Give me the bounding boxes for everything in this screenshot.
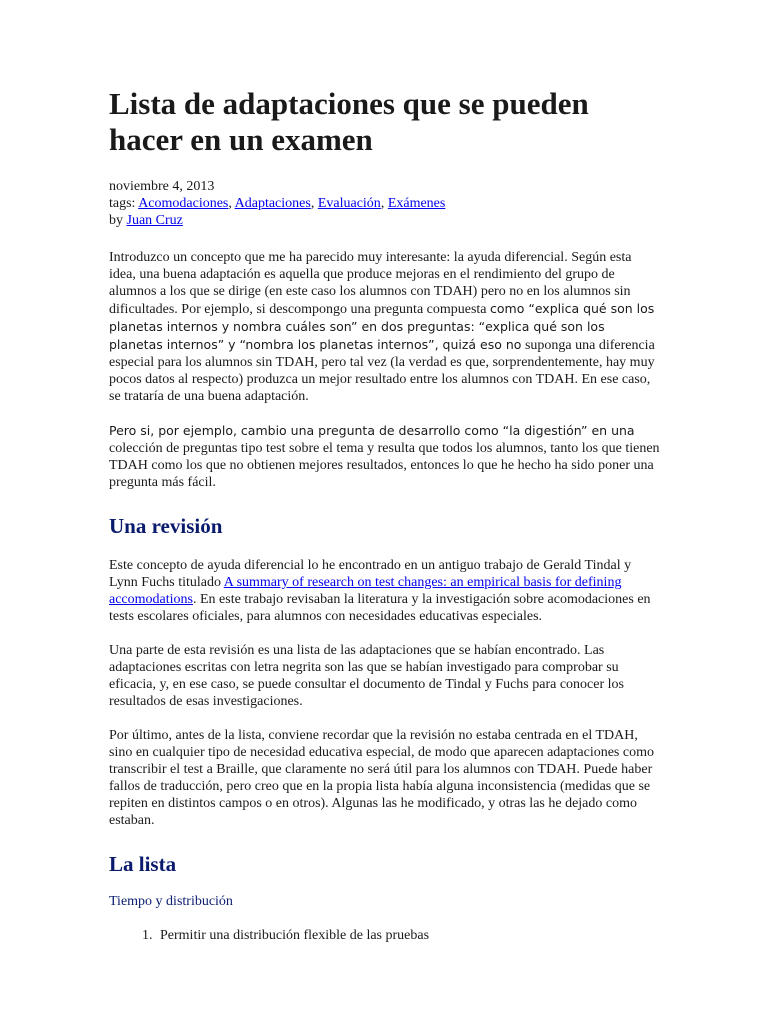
article-date: noviembre 4, 2013 bbox=[109, 179, 215, 194]
intro-text-1a: Introduzco un concepto que me ha parecido muy interesante: la ayuda diferencial. Según esta idea, una buena adaptación es aquella que produce mejoras en el rendimiento del grupo de alumnos a los que se dirige (en este caso los alumnos con TDAH) pero no en los alumnos sin dificultades. Por ejemplo, si descompongo una pregunta compuesta bbox=[109, 250, 632, 317]
adaptations-list bbox=[109, 927, 660, 944]
revision-text-1b: . En este trabajo revisaban la literatura y la investigación sobre acomodaciones en tests escolares oficiales, para alumnos con necesidades educativas especiales. bbox=[109, 592, 651, 624]
list-item: 1. Permitir una distribución flexible de las pruebas bbox=[156, 927, 660, 944]
revision-paragraph-1 bbox=[109, 557, 660, 625]
intro-text-2a: Pero si, por ejemplo, cambio una pregunta de desarrollo como “la digestión” en una bbox=[109, 423, 635, 438]
article-title: Lista de adaptaciones que se pueden hacer en un examen bbox=[109, 86, 589, 157]
intro-text-1c: suponga una diferencia especial para los alumnos sin TDAH, pero tal vez (la verdad es que, sorprendentemente, hay muy pocos datos al respecto) produzca un mejor resultado entre los alumnos con TDAH. En ese caso, se trataría de una buena adaptación. bbox=[109, 338, 655, 404]
research-summary-link[interactable]: A summary of research on test changes: an empirical basis for defining accomodations bbox=[109, 575, 622, 607]
author-link[interactable]: Juan Cruz bbox=[126, 213, 183, 228]
intro-text-2b: colección de preguntas tipo test sobre el tema y resulta que todos los alumnos, tanto los que tienen TDAH como los que no obtienen mejores resultados, entonces lo que he hecho ha sido poner una pregunta más fácil. bbox=[109, 441, 660, 490]
revision-paragraph-2: Una parte de esta revisión es una lista de las adaptaciones que se habían encontrado. Las adaptaciones escritas con letra negrita son las que se habían investigado para comprobar su eficacia, y, en ese caso, se puede consultar el documento de Tindal y Fuchs para conocer los resultados de esas investigaciones. bbox=[109, 643, 624, 709]
by-label: by bbox=[109, 213, 123, 228]
revision-paragraph-3: Por último, antes de la lista, conviene recordar que la revisión no estaba centrada en el TDAH, sino en cualquier tipo de necesidad educativa especial, de modo que aparecen adaptaciones como transcribir el test a Braille, que claramente no será útil para los alumnos con TDAH. Puede haber fallos de traducción, pero creo que en la propia lista había alguna inconsistencia (medidas que se repiten en distintos campos o en otros). Algunas las he modificado, y otras las he dejado como estaban. bbox=[109, 728, 654, 828]
tag-link-evaluacion[interactable]: Evaluación bbox=[317, 196, 381, 211]
subsection-heading-tiempo: Tiempo y distribución bbox=[109, 894, 233, 909]
intro-text-1b: como “explica qué son los planetas internos y nombra cuáles son” en dos preguntas: “explica qué son los planetas internos” y “nombra los planetas internos”, quizá eso no bbox=[109, 301, 655, 352]
intro-paragraph-1 bbox=[109, 249, 660, 405]
revision-text-1a: Este concepto de ayuda diferencial lo he encontrado en un antiguo trabajo de Gerald Tindal y Lynn Fuchs titulado bbox=[109, 558, 632, 590]
tags-label: tags: bbox=[109, 196, 136, 211]
tag-link-examenes[interactable]: Exámenes bbox=[387, 196, 446, 211]
section-heading-lista: La lista bbox=[109, 852, 177, 876]
section-heading-revision: Una revisión bbox=[109, 514, 223, 538]
article-byline bbox=[109, 212, 660, 229]
intro-paragraph-2 bbox=[109, 422, 660, 491]
tag-link-adaptaciones[interactable]: Adaptaciones bbox=[234, 196, 311, 211]
article-tags: tags: Acomodaciones, Adaptaciones, Evaluación, Exámenes bbox=[109, 196, 446, 211]
article-meta bbox=[109, 178, 660, 229]
tag-link-acomodaciones[interactable]: Acomodaciones bbox=[138, 196, 229, 211]
